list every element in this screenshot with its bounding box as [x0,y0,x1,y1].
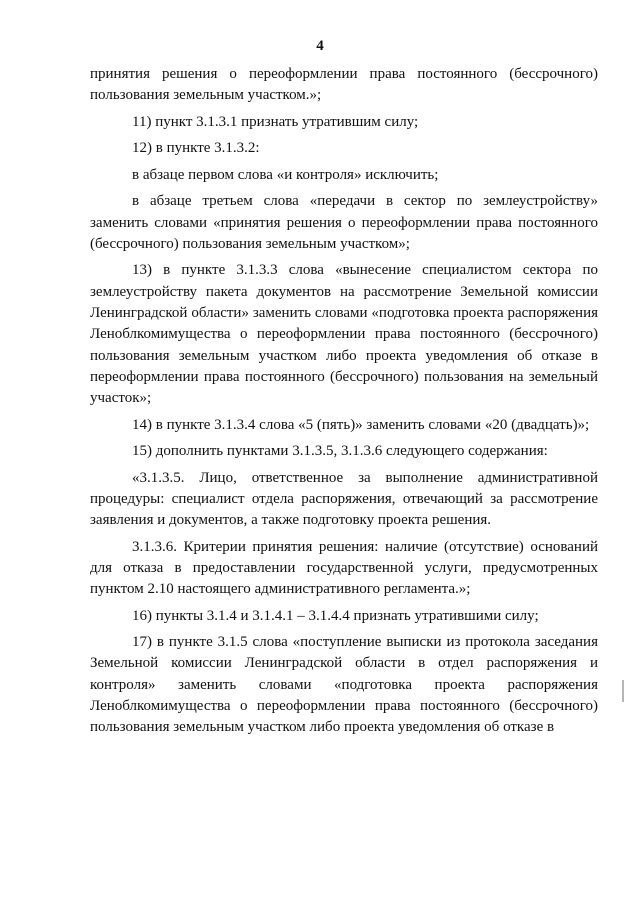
paragraph-item-12: 12) в пункте 3.1.3.2: [132,140,260,157]
document-body [90,64,598,744]
margin-scan-mark [622,680,624,702]
paragraph-clause-3-1-3-6: 3.1.3.6. Критерии принятия решения: наличие (отсутствие) оснований для отказа в предоставлении государственной услуги, предусмотренных пунктом 2.10 настоящего административного регламента.»; [90,538,598,598]
paragraph-item-14: 14) в пункте 3.1.3.4 слова «5 (пять)» заменить словами «20 (двадцать)»; [132,416,590,433]
paragraph-item-12-first-abzac: в абзаце первом слова «и контроля» исключить; [132,166,439,183]
paragraph-item-11: 11) пункт 3.1.3.1 признать утратившим силу; [132,113,419,130]
paragraph-item-12-third-abzac: в абзаце третьем слова «передачи в сектор по землеустройству» заменить словами «принятия решения о переоформлении права постоянного (бессрочного) пользования земельным участком»; [90,193,598,252]
paragraph-item-13: 13) в пункте 3.1.3.3 слова «вынесение специалистом сектора по землеустройству пакета документов на рассмотрение Земельной комиссии Ленинградской области» заменить словами «подготовка проекта распоряжения Леноблкомимущества о переоформлении права постоянного (бессрочного) пользования земельным участком либо проекта уведомления об отказе в переоформлении права постоянного (бессрочного) пользования на земельный участок»; [90,262,598,407]
paragraph-continuation: принятия решения о переоформлении права постоянного (бессрочного) пользования земельным участком.»; [90,66,598,104]
paragraph-clause-3-1-3-5: «3.1.3.5. Лицо, ответственное за выполнение административной процедуры: специалист отдела распоряжения, отвечающий за рассмотрение заявления и документов, а также подготовку проекта решения. [90,469,598,529]
page-number: 4 [316,38,324,54]
paragraph-item-15: 15) дополнить пунктами 3.1.3.5, 3.1.3.6 следующего содержания: [132,443,548,460]
paragraph-item-17: 17) в пункте 3.1.5 слова «поступление выписки из протокола заседания Земельной комиссии Ленинградской области в отдел распоряжения и контроля» заменить словами «подготовка проекта распоряжения Леноблкомимущества о переоформлении права постоянного (бессрочного) пользования земельным участком либо проекта уведомления об отказе в [90,634,598,736]
paragraph-item-16: 16) пункты 3.1.4 и 3.1.4.1 – 3.1.4.4 признать утратившими силу; [132,607,539,624]
